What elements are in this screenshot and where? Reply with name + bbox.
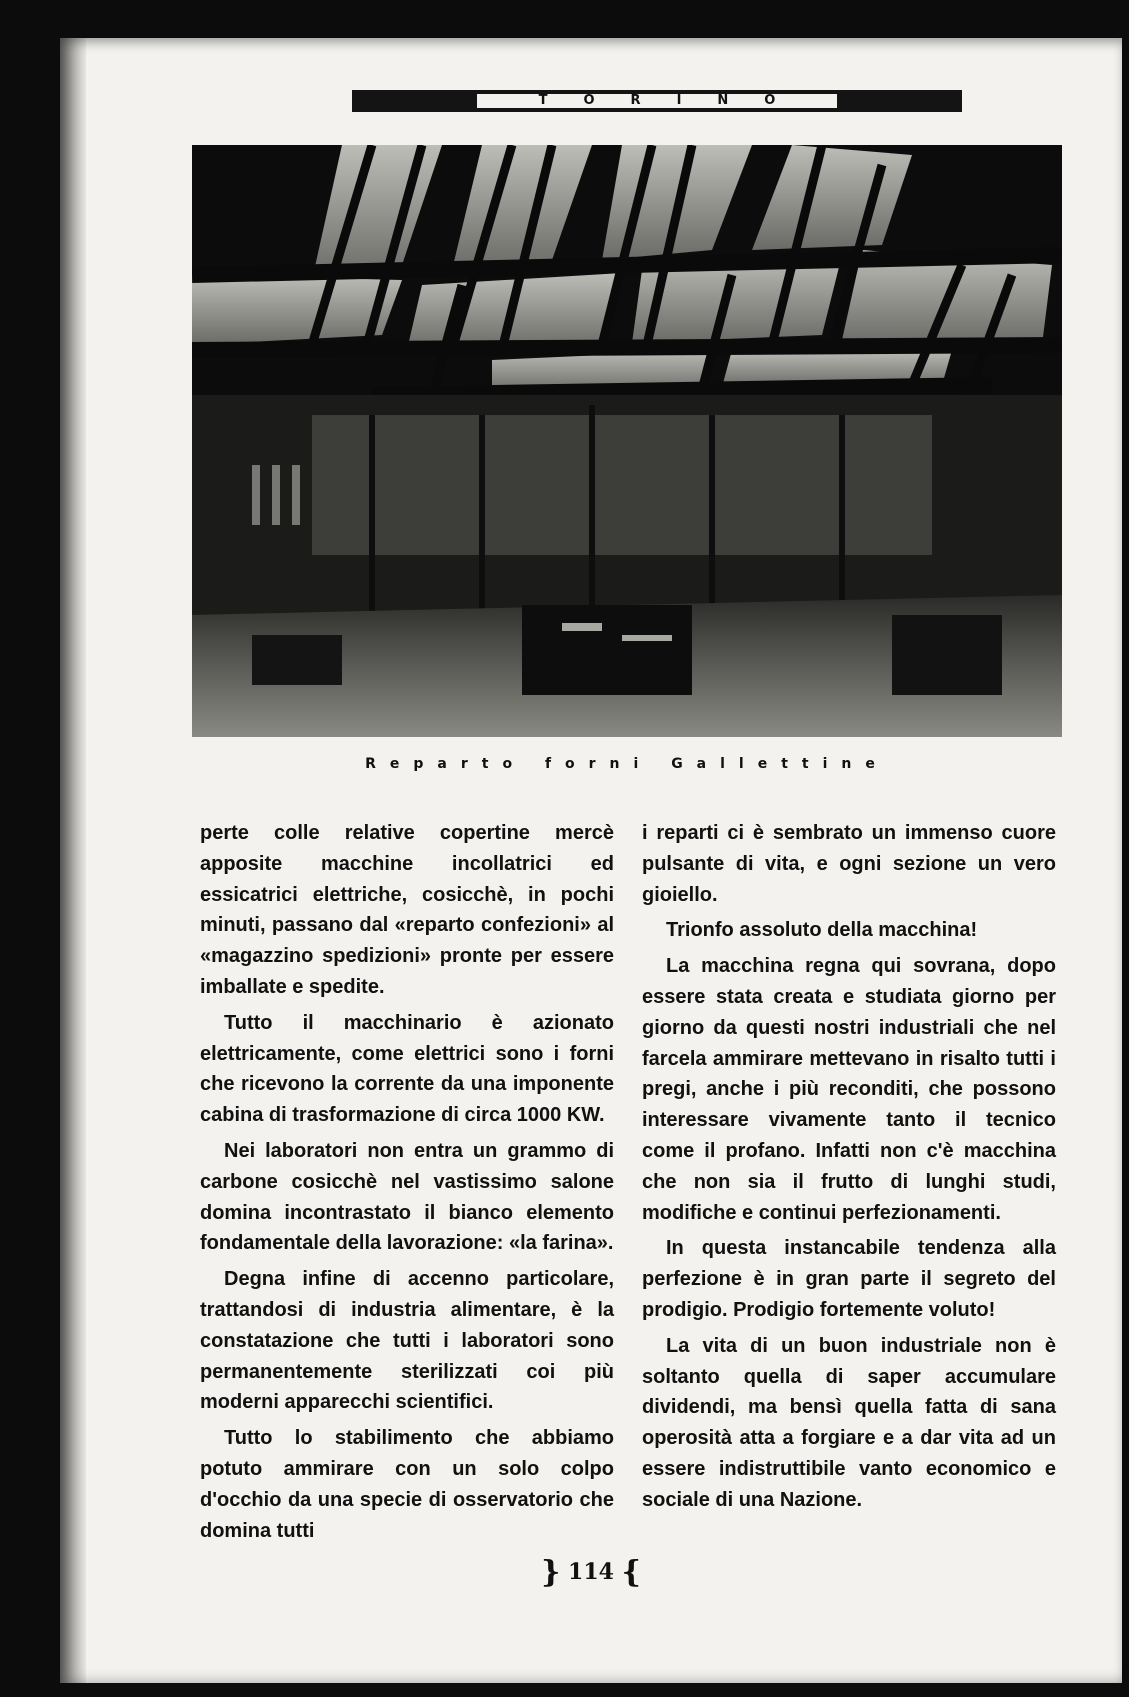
- paragraph: Trionfo assoluto della macchina!: [666, 919, 978, 942]
- running-header-title: TORINO: [538, 93, 812, 108]
- page-gutter-shadow: [60, 38, 86, 1683]
- photo-caption: Reparto forni Gallettine: [365, 756, 889, 772]
- text-column-right: [642, 818, 1056, 1521]
- paragraph: In questa instancabile tendenza alla perfezione è in gran parte il segreto del prodigio. Prodigio fortemente voluto!: [642, 1237, 1056, 1321]
- running-header-box: [477, 91, 837, 111]
- paragraph: i reparti ci è sembrato un immenso cuore pulsante di vita, e ogni sezione un vero gioiello.: [642, 822, 1056, 906]
- paragraph: Tutto il macchinario è azionato elettricamente, come elettrici sono i forni che ricevono la corrente da una imponente cabina di trasformazione di circa 1000 KW.: [200, 1011, 614, 1127]
- paragraph: La vita di un buon industriale non è soltanto quella di saper accumulare dividendi, ma bensì quella fatta di sana operosità atta a forgiare e a dar vita ad un essere indistruttibile vanto economico e sociale di una Nazione.: [642, 1334, 1056, 1511]
- paragraph: Nei laboratori non entra un grammo di carbone cosicchè nel vastissimo salone domina incontrastato il bianco elemento fondamentale della lavorazione: «la farina».: [200, 1139, 614, 1255]
- paragraph: Tutto lo stabilimento che abbiamo potuto ammirare con un solo colpo d'occhio da una specie di osservatorio che domina tutti: [200, 1427, 614, 1542]
- text-column-left: [200, 818, 614, 1551]
- running-header: [352, 90, 962, 112]
- page-number-footer: [60, 1555, 1122, 1590]
- right-ornament: {: [621, 1555, 641, 1590]
- paragraph: La macchina regna qui sovrana, dopo essere stata creata e studiata giorno per giorno da questi nostri industriali che nel farcela ammirare mettevano in risalto tutti i pregi, anche i più reconditi, che possono interessare vivamente tanto il tecnico come il profano. Infatti non c'è macchina che non sia il frutto di lunghi studi, modifiche e continui perfezionamenti.: [642, 955, 1056, 1224]
- paragraph: Degna infine di accenno particolare, trattandosi di industria alimentare, è la constatazione che tutti i laboratori sono permanentemente sterilizzati coi più moderni apparecchi scientifici.: [200, 1268, 614, 1414]
- page-number: 114: [568, 1559, 614, 1585]
- factory-photo-illustration: [192, 145, 1062, 737]
- paragraph: perte colle relative copertine mercè apposite macchine incollatrici ed essicatrici elettriche, cosicchè, in pochi minuti, passano dal «reparto confezioni» al «magazzino spedizioni» pronte per essere imballate e spedite.: [200, 822, 614, 998]
- book-page: [60, 38, 1122, 1683]
- left-ornament: }: [541, 1555, 561, 1590]
- factory-photo: [192, 145, 1062, 737]
